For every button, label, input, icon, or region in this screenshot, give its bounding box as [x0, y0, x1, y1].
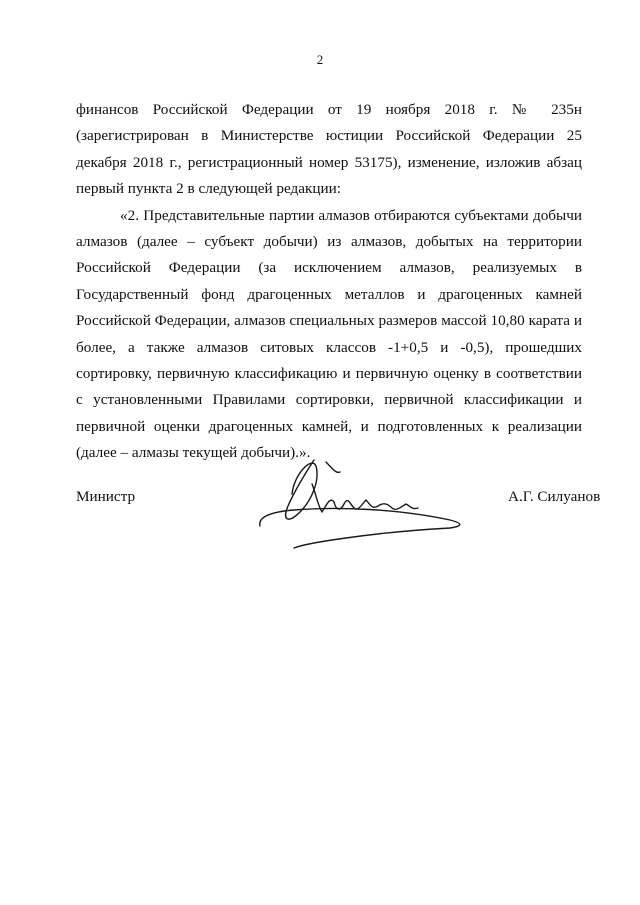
signer-title: Министр — [76, 488, 136, 505]
handwritten-signature — [254, 454, 474, 550]
paragraph-continuation: финансов Российской Федерации от 19 ноября 2018 г. № 235н (зарегистрирован в Министерстве юстиции Российской Федерации 25 декабря 2018 г., регистрационный номер 53175), изменение, изложив абзац первый пункта 2 в следующей редакции: — [76, 101, 582, 198]
page-number: 2 — [316, 52, 324, 67]
document-body — [76, 97, 582, 467]
paragraph-amendment: «2. Представительные партии алмазов отбираются субъектами добычи алмазов (далее – субъект добычи) из алмазов, добытых на территории Российской Федерации (за исключением алмазов, реализуемых в Государственный фонд драгоценных металлов и драгоценных камней Российской Федерации, алмазов специальных размеров массой 10,80 карата и более, а также алмазов ситовых классов -1+0,5 и -0,5), прошедших сортировку, первичную классификацию и первичную оценку в соответствии с установленными Правилами сортировки, первичной классификации и первичной оценки драгоценных камней, и подготовленных к реализации (далее – алмазы текущей добычи).». — [76, 206, 582, 462]
signer-name: А.Г. Силуанов — [508, 488, 601, 505]
signature-block — [76, 488, 606, 548]
